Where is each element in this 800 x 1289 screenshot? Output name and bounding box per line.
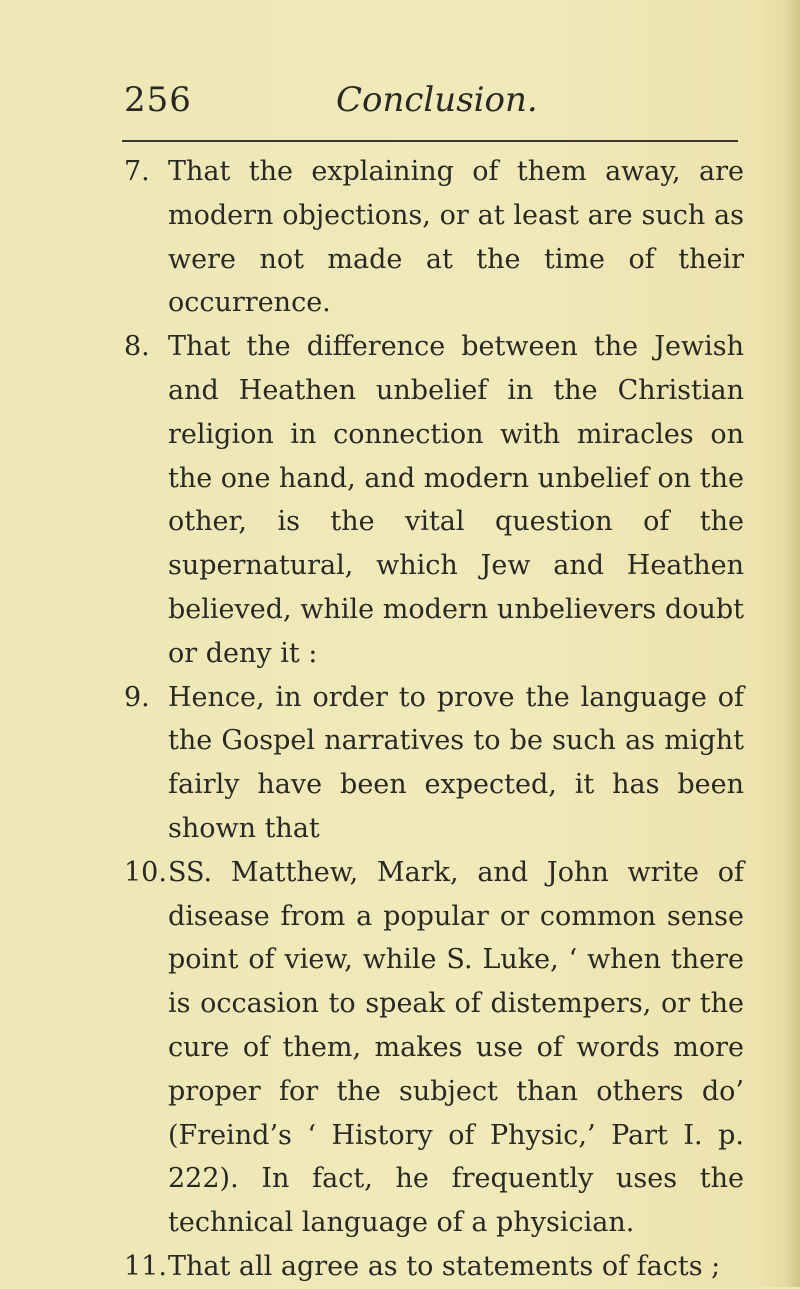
running-head [124, 80, 736, 128]
header-rule [122, 140, 738, 142]
page-number: 256 [124, 80, 192, 120]
item-number: 7. [124, 156, 150, 187]
item-number: 8. [124, 331, 150, 363]
list-item-10 [124, 851, 744, 1245]
item-text: That the difference between the Jewish and Heathen unbelief in the Christian religion in connection with miracles on the one hand, and modern unbelief on the other, is the vital question of the supernatural, which Jew and Heathen believed, while modern unbelievers doubt or deny it : [168, 331, 744, 669]
item-number: 9. [124, 681, 150, 713]
item-number: 10. [124, 856, 167, 888]
item-text: That all agree as to statements of facts ; [168, 1250, 721, 1282]
page-edge-shadow [786, 0, 800, 1287]
item-text: Hence, in order to prove the language of the Gospel narratives to be such as might fairly have been expected, it has been shown that [168, 681, 744, 844]
item-number: 11. [124, 1250, 167, 1282]
list-item-9 [124, 676, 744, 851]
numbered-list [124, 150, 744, 1289]
list-item-7 [124, 150, 744, 325]
running-title: Conclusion. [336, 80, 538, 120]
item-text: SS. Matthew, Mark, and John write of disease from a popular or common sense point of view, while S. Luke, ‘ when there is occasion to speak of distempers, or the cure of them, makes use of words more proper for the subject than others do’ (Freind’s ‘ History of Physic,’ Part I. p. 222). In fact, he frequently uses the technical language of a physician. [168, 856, 744, 1239]
list-item-11 [124, 1245, 744, 1289]
list-item-8 [124, 325, 744, 675]
item-text: That the explaining of them away, are modern objections, or at least are such as were not made at the time of their occurrence. [168, 156, 744, 319]
